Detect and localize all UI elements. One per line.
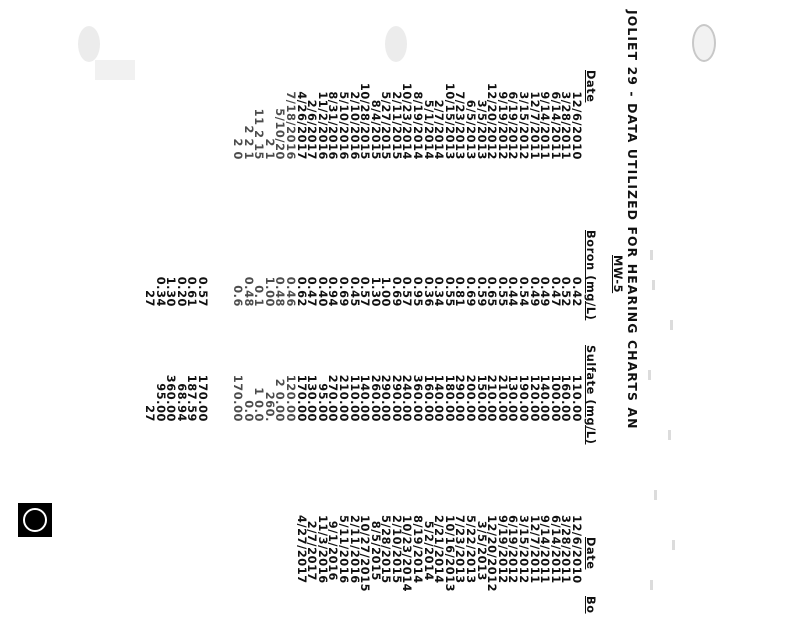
table-cell-date: 9/19/2012	[495, 91, 509, 160]
table-cell-date-2: 2/7/2017	[305, 520, 319, 581]
table-cell-sulfate: 120.00	[283, 374, 297, 422]
table-cell-date-2: 12/6/2010	[570, 515, 583, 584]
table-cell-date: 12/7/2011	[527, 91, 541, 160]
table-cell-date-2: 3/15/2012	[517, 515, 531, 584]
table-cell-sulfate: 210.00	[495, 374, 509, 422]
table-cell-sulfate: 200.00	[464, 374, 478, 422]
table-cell-date-2: 10/23/2014	[400, 515, 414, 593]
table-cell-date: 2/6/2017	[305, 99, 319, 160]
summary-cell-sulfate: 187.59	[185, 374, 199, 422]
summary-cell-sulfate: 170.00	[196, 374, 209, 422]
summary-cell-boron: 1.30	[164, 276, 178, 307]
table-cell-date-2: 10/27/2015	[358, 515, 372, 593]
table-cell-boron: 0.6	[231, 285, 244, 307]
table-cell-sulfate: 120.00	[527, 374, 541, 422]
table-cell-boron: 0.49	[538, 276, 552, 307]
table-cell-date: 8/4/2015	[368, 99, 382, 160]
table-cell-boron: 0.47	[305, 276, 319, 307]
table-cell-sulfate: 170.00	[294, 374, 308, 422]
table-cell-boron: 0.44	[506, 276, 520, 307]
table-cell-date: 5/10/2016	[336, 91, 350, 160]
summary-cell-sulfate: 360.00	[164, 374, 178, 422]
table-cell-date: 6/19/2012	[506, 91, 520, 160]
table-cell-sulfate: 100.00	[548, 374, 562, 422]
table-cell-boron: 0.48	[241, 276, 255, 307]
table-cell-date: 2/7/2014	[432, 99, 446, 160]
table-cell-date-2: 12/20/2012	[485, 515, 499, 593]
table-cell-sulfate: 2 0.00	[273, 378, 287, 422]
date-column	[231, 40, 581, 160]
table-cell-date: 10/28/2015	[358, 82, 372, 160]
table-cell-boron: 0.69	[389, 276, 403, 307]
table-cell-sulfate: 95.00	[315, 383, 329, 422]
table-cell-sulfate: 260.00	[368, 374, 382, 422]
table-cell-date: 12/6/2010	[570, 91, 583, 160]
table-cell-date: 9/14/2011	[538, 91, 552, 160]
table-cell-boron: 0.55	[495, 276, 509, 307]
table-cell-sulfate: 150.00	[474, 374, 488, 422]
sulfate-summary	[143, 350, 207, 422]
table-cell-sulfate: 290.00	[389, 374, 403, 422]
table-cell-sulfate: 140.00	[538, 374, 552, 422]
table-cell-date: 2 1	[262, 138, 276, 160]
table-cell-date: 8/19/2014	[411, 91, 425, 160]
table-cell-sulfate: 290.00	[379, 374, 393, 422]
table-cell-date-2: 5/22/2013	[464, 515, 478, 584]
table-cell-date-2: 9/14/2011	[538, 515, 552, 584]
table-cell-boron: 0.48	[273, 276, 287, 307]
table-cell-sulfate: 190.00	[517, 374, 531, 422]
table-cell-boron: 0.52	[559, 276, 573, 307]
table-cell-date: 11 2 15	[252, 108, 266, 160]
table-cell-date-2: 11/3/2016	[315, 515, 329, 584]
table-cell-boron: 0.34	[432, 276, 446, 307]
table-cell-date: 5/1/2014	[421, 99, 435, 160]
table-cell-boron: 1.30	[368, 276, 382, 307]
table-cell-boron: 0.62	[294, 276, 308, 307]
summary-cell-boron: 0.20	[174, 276, 188, 307]
table-cell-sulfate: 110.00	[570, 374, 583, 422]
summary-cell-boron: 0.34	[153, 276, 167, 307]
table-cell-date: 10/15/2013	[442, 82, 456, 160]
table-cell-date-2: 8/5/2015	[368, 520, 382, 581]
table-cell-boron: 0.57	[400, 276, 414, 307]
table-cell-date: 10/23/2014	[400, 82, 414, 160]
table-cell-boron: 0.47	[548, 276, 562, 307]
table-cell-date: 5/27/2015	[379, 91, 393, 160]
table-cell-boron: 0.40	[315, 276, 329, 307]
table-cell-sulfate: 130.00	[506, 374, 520, 422]
date-column-2	[294, 515, 583, 593]
table-cell-boron: 1.00	[262, 276, 276, 307]
table-cell-date-2: 4/27/2017	[294, 515, 308, 584]
summary-cell-sulfate: 68.94	[174, 383, 188, 422]
table-cell-date-2: 12/7/2011	[527, 515, 541, 584]
table-cell-boron: 0.69	[464, 276, 478, 307]
table-cell-sulfate: 170.00	[231, 374, 244, 422]
header-date: Date	[584, 70, 597, 103]
table-cell-boron: 0.42	[570, 276, 583, 307]
document-title: JOLIET 29 - DATA UTILIZED FOR HEARING CHARTS AN	[625, 10, 640, 430]
table-cell-boron: 0.1	[252, 285, 266, 307]
summary-cell-sulfate: 27	[143, 405, 157, 422]
table-cell-boron: 0.81	[453, 276, 467, 307]
table-cell-boron: 0.94	[326, 276, 340, 307]
table-cell-sulfate: 270.00	[326, 374, 340, 422]
table-cell-boron: 0.55	[442, 276, 456, 307]
table-cell-date: 7/18/2016	[283, 91, 297, 160]
table-cell-boron: 0.36	[421, 276, 435, 307]
table-cell-date: 2/10/2016	[347, 91, 361, 160]
table-cell-date-2: 7/23/2013	[453, 515, 467, 584]
table-cell-date: 4/26/2017	[294, 91, 308, 160]
table-cell-sulfate: 130.00	[305, 374, 319, 422]
table-cell-sulfate: 1 0.0	[252, 387, 266, 422]
table-cell-date-2: 3/5/2013	[474, 520, 488, 581]
header-col5-partial: Bo	[584, 596, 597, 614]
table-cell-date: 12/20/2012	[485, 82, 499, 160]
table-cell-boron: 0.54	[517, 276, 531, 307]
table-cell-date-2: 9/1/2016	[326, 520, 340, 581]
table-cell-date-2: 8/19/2014	[411, 515, 425, 584]
well-label: MW-5	[611, 255, 624, 294]
sulfate-column	[231, 350, 581, 422]
table-cell-date-2: 2/21/2014	[432, 515, 446, 584]
table-cell-date-2: 5/2/2014	[421, 520, 435, 581]
table-cell-boron: 0.45	[347, 276, 361, 307]
boron-summary	[143, 257, 207, 307]
table-cell-sulfate: 360.00	[411, 374, 425, 422]
table-cell-date-2: 5/11/2016	[336, 515, 350, 584]
table-cell-sulfate: 140.00	[432, 374, 446, 422]
table-cell-date: 2 0	[231, 138, 244, 160]
table-cell-sulfate: 180.00	[442, 374, 456, 422]
table-cell-boron: 1.00	[379, 276, 393, 307]
summary-cell-boron: 0.61	[185, 276, 199, 307]
table-cell-date-2: 9/19/2012	[495, 515, 509, 584]
table-cell-date-2: 3/28/2011	[559, 515, 573, 584]
table-cell-date: 3/28/2011	[559, 91, 573, 160]
table-cell-sulfate: 210.00	[485, 374, 499, 422]
summary-cell-boron: 0.57	[196, 276, 209, 307]
table-cell-date: 2/11/2015	[389, 91, 403, 160]
table-cell-date: 3/5/2013	[474, 99, 488, 160]
table-cell-date-2: 10/16/2013	[442, 515, 456, 593]
table-cell-date: 8/31/2016	[326, 91, 340, 160]
table-cell-sulfate: 140.00	[358, 374, 372, 422]
table-cell-boron: 0.49	[527, 276, 541, 307]
table-cell-sulfate: 110.00	[347, 374, 361, 422]
table-cell-date: 3/15/2012	[517, 91, 531, 160]
table-cell-boron: 0.95	[411, 276, 425, 307]
table-cell-boron: 0.65	[485, 276, 499, 307]
table-cell-date-2: 5/28/2015	[379, 515, 393, 584]
header-sulfate: Sulfate (mg/L)	[584, 345, 597, 445]
table-cell-date-2: 6/19/2012	[506, 515, 520, 584]
table-cell-sulfate: 240.00	[400, 374, 414, 422]
table-cell-sulfate: 160.00	[421, 374, 435, 422]
table-cell-date: 6/14/2011	[548, 91, 562, 160]
header-boron: Boron (mg/L)	[584, 230, 597, 321]
table-cell-boron: 0.59	[474, 276, 488, 307]
header-date-2: Date	[584, 537, 597, 570]
table-cell-sulfate: 160.00	[559, 374, 573, 422]
summary-cell-sulfate: 95.00	[153, 383, 167, 422]
table-cell-date-2: 6/14/2011	[548, 515, 562, 584]
table-cell-sulfate: 260.	[262, 391, 276, 422]
table-cell-boron: 0.57	[358, 276, 372, 307]
table-cell-boron: 0.46	[283, 276, 297, 307]
table-cell-date: 7/23/2013	[453, 91, 467, 160]
table-cell-date: 11/2/2016	[315, 91, 329, 160]
boron-column	[231, 257, 581, 307]
table-cell-sulfate: 210.00	[336, 374, 350, 422]
table-cell-date: 5/10/20	[273, 108, 287, 160]
table-cell-sulfate: 0.0	[241, 400, 255, 422]
table-cell-boron: 0.69	[336, 276, 350, 307]
table-cell-date-2: 2/11/2016	[347, 515, 361, 584]
table-cell-sulfate: 290.00	[453, 374, 467, 422]
summary-cell-boron: 27	[143, 290, 157, 307]
table-cell-date: 2 2 1	[241, 125, 255, 160]
table-cell-date: 6/5/2013	[464, 99, 478, 160]
table-cell-date-2: 2/10/2015	[389, 515, 403, 584]
